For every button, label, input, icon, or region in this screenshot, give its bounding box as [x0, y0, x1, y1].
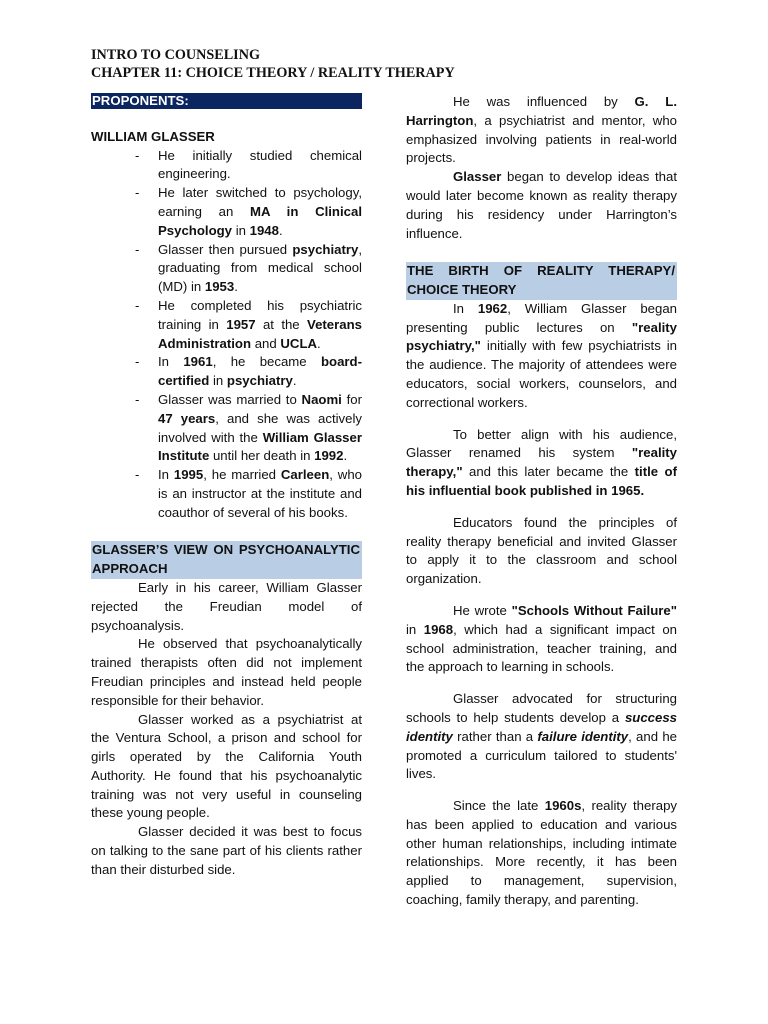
text-segment: UCLA [280, 335, 318, 351]
text-segment: He initially studied chemical engineering. [158, 147, 362, 182]
paragraph [91, 635, 362, 710]
course-title: INTRO TO COUNSELING [91, 47, 260, 63]
spacer [406, 243, 677, 262]
spacer [406, 589, 677, 602]
text-segment: 1961 [183, 354, 213, 370]
text-segment: 1968 [423, 621, 454, 637]
text-segment: title of his influential book published in 1965. [406, 464, 677, 498]
text-segment: Veterans Administration [158, 316, 362, 351]
biography-list [91, 147, 362, 523]
bullet-dash: - [135, 467, 140, 483]
text-segment: , and he promoted a curriculum tailored to students' lives. [406, 728, 677, 782]
bullet-dash: - [135, 297, 140, 313]
text-segment: in [232, 222, 250, 238]
text-segment: Early in his career, William Glasser rejected the Freudian model of psychoanalysis. [91, 579, 362, 633]
text-segment: initially with few psychiatrists in the audience. The majority of attendees were educators, social workers, counselors, and correctional workers. [406, 338, 677, 410]
text-segment: G. L. Harrington [406, 94, 677, 128]
text-segment: . [234, 279, 238, 295]
paragraph [406, 168, 677, 243]
paragraph [91, 823, 362, 879]
left-column [91, 93, 362, 880]
text-segment: 1953 [204, 279, 235, 295]
bullet-dash: - [135, 147, 140, 163]
text-segment: , which had a significant impact on school administration, teacher training, and the approach to learning in schools. [406, 621, 677, 675]
list-item [91, 391, 362, 466]
text-segment: MA in Clinical Psychology [158, 203, 362, 238]
chapter-title: CHAPTER 11: CHOICE THEORY / REALITY THERAPY [91, 65, 455, 81]
text-segment: began to develop ideas that would later become known as reality therapy during his residency under Harrington’s influence. [406, 169, 677, 241]
spacer [406, 501, 677, 514]
text-segment: Carleen [280, 467, 330, 483]
right-column [406, 93, 677, 910]
spacer [406, 784, 677, 797]
paragraph [406, 602, 677, 677]
text-segment: "reality psychiatry," [406, 319, 677, 354]
bullet-dash: - [135, 391, 140, 407]
text-segment: success identity [406, 709, 677, 744]
text-segment: Glasser worked as a psychiatrist at the Ventura School, a prison and school for girls operated by the California Youth Authority. He found that his psychoanalytic training was not very useful in counseling these young people. [91, 711, 362, 821]
paragraph [91, 579, 362, 635]
text-segment: and [251, 335, 281, 351]
text-segment: He was influenced by [453, 94, 635, 109]
text-segment: failure identity [537, 728, 629, 744]
text-segment: 1962 [477, 300, 508, 316]
paragraph [406, 93, 677, 168]
list-item [91, 184, 362, 240]
text-segment: , who is an instructor at the institute and coauthor of several of his books. [158, 467, 362, 520]
text-segment: . [317, 335, 321, 351]
spacer [91, 109, 362, 128]
text-segment: Glasser advocated for structuring schools to help students develop a [406, 691, 677, 725]
list-item [91, 297, 362, 353]
text-segment: He wrote [453, 602, 512, 618]
text-segment: psychiatry [292, 241, 359, 257]
text-segment: Since the late [453, 798, 545, 814]
text-segment: 1995 [173, 467, 204, 483]
text-segment: Glasser then pursued [158, 241, 293, 257]
text-segment: 1992 [314, 448, 344, 464]
list-item [91, 241, 362, 297]
text-segment: William Glasser Institute [158, 429, 362, 464]
text-segment: . [278, 222, 283, 238]
text-segment: Educators found the principles of reality therapy beneficial and invited Glasser to apply it to the classroom and school organization. [406, 514, 677, 587]
text-segment: "Schools Without Failure" [511, 602, 677, 618]
list-item [91, 353, 362, 391]
text-segment: rather than a [452, 728, 538, 744]
text-segment: Glasser [453, 169, 502, 185]
paragraph [406, 690, 677, 784]
text-segment: , he became [212, 354, 321, 370]
text-segment: To better align with his audience, Glasser renamed his system [406, 426, 677, 461]
paragraph [406, 514, 677, 589]
paragraph [406, 426, 677, 501]
text-segment: board-certified [158, 354, 362, 389]
text-segment: He completed his psychiatric training in [158, 297, 362, 332]
text-segment: psychiatry [226, 373, 293, 389]
text-segment: In [158, 354, 184, 370]
text-segment: at the [255, 316, 308, 332]
text-segment: Glasser decided it was best to focus on talking to the sane part of his clients rather than their disturbed side. [91, 824, 362, 877]
text-segment: , a psychiatrist and mentor, who emphasized involving patients in real-world projects. [406, 112, 677, 166]
text-segment: In [453, 300, 478, 316]
birth-heading: THE BIRTH OF REALITY THERAPY/ CHOICE THEORY [406, 262, 677, 300]
text-segment: 1957 [226, 316, 256, 332]
text-segment: Glasser was married to [158, 391, 302, 407]
text-segment: , reality therapy has been applied to education and various other human relationships, including intimate relationships. More recently, it has been applied to management, supervision, coaching, family therapy, and parenting. [406, 798, 677, 908]
spacer [406, 677, 677, 690]
proponents-heading: PROPONENTS: [91, 93, 362, 109]
paragraph [406, 797, 677, 910]
text-segment: 47 years [158, 410, 216, 426]
text-segment: . [343, 448, 348, 464]
text-segment: in [406, 621, 424, 637]
text-segment: He observed that psychoanalytically trained therapists often did not implement Freudian principles and instead held people responsible for their behavior. [91, 636, 362, 708]
bullet-dash: - [135, 354, 140, 370]
text-segment: 1960s [544, 798, 582, 814]
list-item [91, 147, 362, 185]
text-segment: , William Glasser began presenting public lectures on [406, 300, 678, 335]
text-segment: , he married [203, 467, 281, 483]
proponent-name: WILLIAM GLASSER [91, 128, 215, 144]
paragraph [406, 300, 677, 413]
text-segment: , graduating from medical school (MD) in [158, 241, 362, 295]
text-segment: for [341, 391, 362, 407]
text-segment: "reality therapy," [406, 445, 677, 480]
list-item [91, 466, 362, 522]
text-segment: Naomi [301, 391, 342, 407]
text-segment: . [292, 373, 297, 389]
text-segment: , and she was actively involved with the [158, 410, 362, 445]
text-segment: In [158, 467, 174, 483]
bullet-dash: - [135, 185, 140, 201]
text-segment: in [209, 373, 227, 389]
bullet-dash: - [135, 241, 140, 257]
text-segment: until her death in [209, 448, 315, 464]
page-header [91, 46, 711, 82]
text-segment: 1948 [249, 222, 279, 238]
view-heading: GLASSER’S VIEW ON PSYCHOANALYTIC APPROACH [91, 541, 362, 579]
paragraph [91, 711, 362, 824]
spacer [406, 413, 677, 426]
text-segment: He later switched to psychology, earning an [158, 185, 362, 219]
text-segment: and this later became the [462, 464, 635, 480]
spacer [91, 523, 362, 542]
